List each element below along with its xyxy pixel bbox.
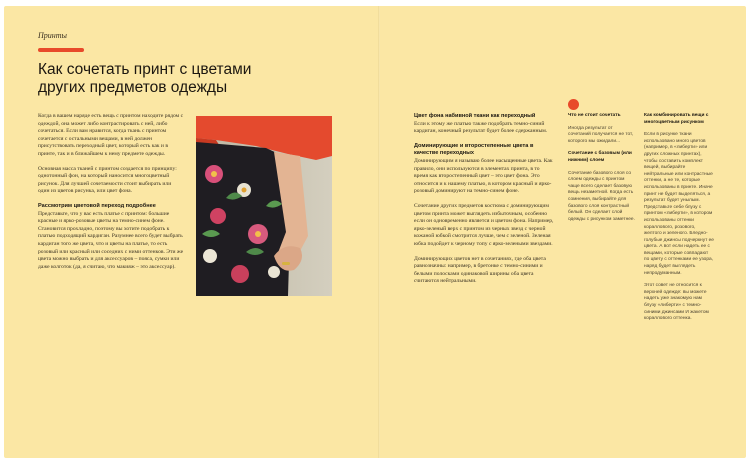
book-gutter: [378, 6, 380, 458]
text-column-1: [38, 113, 184, 278]
paragraph: Иногда результат от сочетаний получается не тот, которого мы ожидали...: [568, 125, 634, 144]
section-label: Принты: [38, 31, 67, 40]
sidebar-column-1: [568, 113, 636, 229]
subheading: Доминирующие и второстепенные цвета в качестве переходных: [414, 142, 534, 157]
sidebar-column-2: [644, 113, 714, 329]
paragraph: Если в рисунке ткани использовано много цветов (например, в «либерти» или других сложных принтах), чтобы составить комплект вещей, выбирайте нейтральные или контрастные оттенки, а не те, которые использованы в принте. Иначе принт не будет выделяться, а результат будет унылым. Представьте себе блузу с принтом «либерти», в котором использованы оттенки кораллового, розового, желтого и зеленого. Бледно-голубые джинсы подчеркнут ее цвета. А вот если надеть ее с вещами, которые совпадают по цвету с оттенками ее узора, наряд будет выглядеть непродуманным.: [644, 132, 714, 276]
paragraph: Представьте, что у вас есть платье с принтом: большие красные и ярко-розовые цветы на темно-синем фоне. Становится прохладно, поэтому вы хотите подобрать к платью подходящий кардиган. Разумнее всего будет выбрать кардиган того же цвета, что и цветы на платье, то есть розовый или красный или соседних с ними оттенков. Эти же цвета можно выбрать и для аксессуаров – пояса, сумки или даже колготок (да, я считаю, что макияж – это аксессуар).: [38, 210, 184, 270]
text-column-2: [414, 113, 554, 293]
sidebar-heading: Как комбинировать вещи с многоцветным рисунком: [644, 113, 709, 125]
paragraph: Этот совет не относится к верхней одежде: вы можете надеть уже знакомую нам блузу «либерти» с темно-синими джинсами И жакетом кораллового оттенка.: [644, 283, 709, 322]
paragraph: Сочетание других предметов костюма с доминирующим цветом принта может выглядеть избыточным, особенно если он одновременно является и цветом фона. Например, ярко-зеленый верх с принтом из черных звезд с черной кожаной юбкой смотрится лучше, чем с зеленой. Зеленая юбка подойдет к черному топу с ярко-зелеными звездами.: [414, 202, 554, 247]
paragraph: Когда в вашем наряде есть вещь с принтом находите рядом с одеждой, она может либо контрастировать с ней, либо сочетаться. Если вам нравится, когда ткань с принтом сочетается с остальными вещами, в ней должен присутствовать переходный цвет, который есть как и в принте, так и в ближайшем к нему предмете одежды.: [38, 113, 184, 157]
paragraph: Если к этому же платью также подобрать темно-синий кардиган, конечный результат будет более сдержанным.: [414, 120, 548, 135]
page-title: [38, 61, 338, 97]
paragraph: Доминирующим я называю более насыщенные цвета. Как правило, они используются в элементах принта, в то время как второстепенный цвет – это цвет фона. Это относится и к нашему платью, в котором красный и ярко-розовый доминируют на темно-синем фоне.: [414, 157, 553, 195]
accent-underline: [38, 48, 84, 52]
fashion-photo: [196, 116, 332, 296]
paragraph: Сочетание базового слоя со слоем одежды с принтом чаще всего сделает базовую вещь незаметной. Когда есть сомнения, выбирайте для базового слоя контрастный белый. Он сделает слой одежды с рисунком заметнее.: [568, 170, 635, 222]
title-line-1: Как сочетать принт с цветами: [38, 61, 252, 78]
photo-illustration: [196, 116, 332, 296]
subheading: Рассмотрим цветовой переход подробнее: [38, 202, 156, 209]
sidebar-heading: Что не стоит сочетать: [568, 113, 621, 118]
title-line-2: других предметов одежды: [38, 79, 228, 96]
sidebar-heading: Сочетание с базовым (или нижним) слоем: [568, 151, 632, 163]
paragraph: Основная масса тканей с принтом создается по принципу: однотонный фон, на который наносится многоцветный рисунок. Для лучшей сочетаемости стоит выбирать или один из цветов рисунка, или цвет фона.: [38, 165, 177, 195]
accent-dot: [568, 99, 579, 110]
subheading: Цвет фона набивной ткани как переходный: [414, 113, 536, 119]
paragraph: Доминирующих цветов нет в сочетаниях, где оба цвета равнозначны: например, в бретонке с темно-синими и белыми полосками одинаковой ширины оба цвета считаются нейтральными.: [414, 255, 546, 285]
